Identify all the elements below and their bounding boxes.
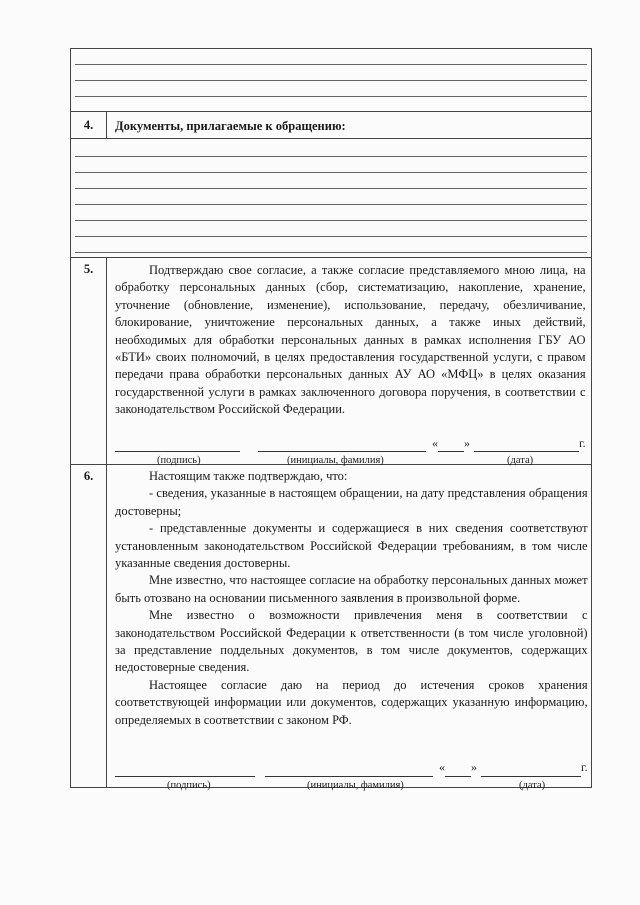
fill-line[interactable] bbox=[75, 221, 587, 237]
signature-labels bbox=[115, 779, 588, 792]
fill-line[interactable] bbox=[75, 237, 587, 253]
year-suffix: г. bbox=[579, 435, 586, 450]
documents-lines bbox=[71, 138, 591, 257]
signature-line[interactable] bbox=[115, 764, 255, 777]
fill-line[interactable] bbox=[75, 141, 587, 157]
quote-close: » bbox=[471, 760, 477, 775]
day-line[interactable] bbox=[438, 439, 464, 452]
day-line[interactable] bbox=[445, 764, 471, 777]
section-5 bbox=[71, 257, 591, 467]
fill-line[interactable] bbox=[75, 49, 587, 65]
fill-line[interactable] bbox=[75, 173, 587, 189]
signature-row bbox=[115, 759, 588, 776]
section-4-header bbox=[71, 111, 591, 138]
consent-period-text: Настоящее согласие даю на период до истечения сроков хранения соответствующей информации или документов, содержащих указанную информацию, определяемых в соответствии с законом РФ. bbox=[115, 677, 588, 727]
year-suffix: г. bbox=[581, 760, 588, 775]
confirm-intro: Настоящим также подтверждаю, что: bbox=[149, 469, 348, 483]
liability-text: Мне известно о возможности привлечения меня в соответствии с законодательством Российской Федерации к ответственности (в том числе уголовной) за представление поддельных документов, в том числе документов, содержащих недостоверные сведения. bbox=[115, 608, 588, 675]
consent-text: Подтверждаю свое согласие, а также согласие представляемого мною лица, на обработку персональных данных (сбор, систематизацию, накопление, хранение, уточнение (обновление, изменение), использование, передачу, обезличивание, блокирование, уничтожение персональных данных, а также иных действий, необходимых для обработки персональных данных в рамках исполнения ГБУ АО «БТИ» своих полномочий, в целях предоставления государственной услуги, с правом передачи права обработки персональных данных АУ АО «МФЦ» в целях оказания государственной услуги в рамках заключенного договора поручения, в соответствии с законодательством Российской Федерации. bbox=[115, 263, 586, 417]
name-label: (инициалы, фамилия) bbox=[307, 779, 404, 791]
date-label: (дата) bbox=[507, 455, 534, 467]
section-6 bbox=[71, 464, 591, 791]
signature-label: (подпись) bbox=[167, 779, 211, 791]
confirm-item-1: - сведения, указанные в настоящем обращении, на дату представления обращения достоверны; bbox=[115, 486, 588, 518]
fill-line[interactable] bbox=[75, 65, 587, 81]
fill-line[interactable] bbox=[75, 81, 587, 97]
previous-section-lines bbox=[71, 49, 591, 111]
month-year-line[interactable] bbox=[481, 764, 581, 777]
fill-line[interactable] bbox=[75, 97, 587, 112]
signature-label: (подпись) bbox=[157, 455, 201, 467]
revocation-text: Мне известно, что настоящее согласие на обработку персональных данных может быть отозвано на основании письменного заявления в произвольной форме. bbox=[115, 573, 588, 605]
section-number: 6. bbox=[71, 465, 107, 787]
name-line[interactable] bbox=[258, 439, 426, 452]
date-label: (дата) bbox=[519, 779, 546, 791]
section-title: Документы, прилагаемые к обращению: bbox=[115, 119, 346, 133]
name-label: (инициалы, фамилия) bbox=[287, 455, 384, 467]
fill-line[interactable] bbox=[75, 205, 587, 221]
form-table bbox=[70, 48, 592, 791]
confirm-item-2: - представленные документы и содержащиеся в них сведения соответствуют установленным законодательством Российской Федерации требованиям, в том числе указанные сведения достоверны. bbox=[115, 521, 588, 571]
signature-row bbox=[115, 435, 586, 452]
fill-line[interactable] bbox=[75, 157, 587, 173]
quote-open: « bbox=[432, 435, 438, 450]
section-number: 4. bbox=[71, 112, 107, 138]
name-line[interactable] bbox=[265, 764, 433, 777]
quote-close: » bbox=[464, 435, 470, 450]
section-number: 5. bbox=[71, 258, 107, 464]
quote-open: « bbox=[439, 760, 445, 775]
signature-line[interactable] bbox=[115, 439, 240, 452]
month-year-line[interactable] bbox=[474, 439, 579, 452]
fill-line[interactable] bbox=[75, 189, 587, 205]
